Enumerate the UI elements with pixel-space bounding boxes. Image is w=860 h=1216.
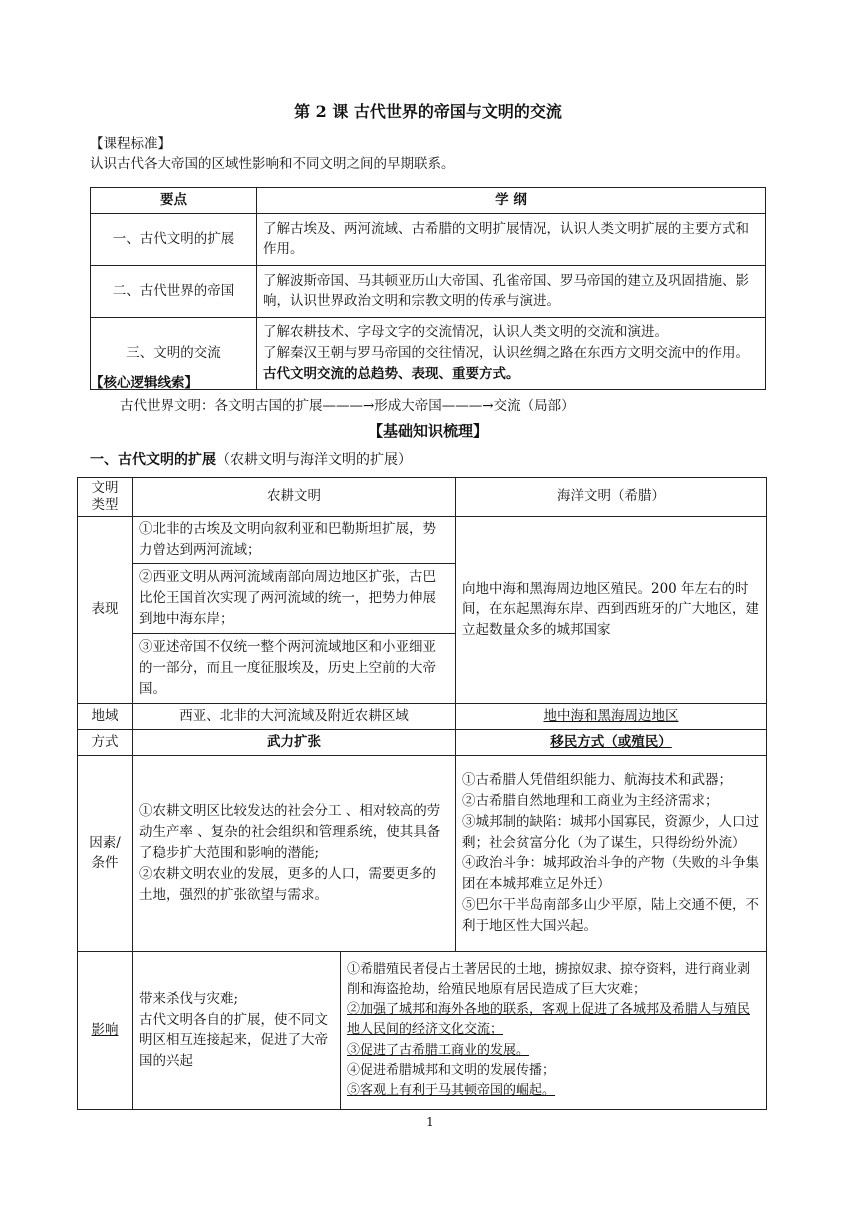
sea-region: 地中海和黑海周边地区 — [456, 704, 767, 730]
row-factor: 因素/ 条件 — [78, 755, 133, 951]
agri-show-item: ③亚述帝国不仅统一整个两河流域地区和小亚细亚的一部分，而且一度征服埃及，历史上空前的大帝国。 — [133, 633, 455, 703]
sea-factor-item: ①古希腊人凭借组织能力、航海技术和武器； — [462, 771, 732, 788]
outline-text — [263, 343, 759, 385]
outline-text: 了解波斯帝国、马其顿亚历山大帝国、孔雀帝国、罗马帝国的建立及巩固措施、影响，认识世界政治文明和宗教文明的传承与演进。 — [257, 265, 766, 317]
outline-text-part: 了解秦汉王朝与罗马帝国的交往情况，认识丝绸之路在东西方文明交流中的作用。 — [263, 344, 749, 361]
agri-show-item: ②西亚文明从两河流域南部向周边地区扩张，古巴比伦王国首次实现了两河流域的统一，把势力伸展到地中海东岸； — [133, 563, 455, 633]
outline-key: 一、古代文明的扩展 — [91, 213, 257, 265]
civilization-table — [77, 477, 767, 1110]
sea-show: 向地中海和黑海周边地区殖民。200 年左右的时间，在东起黑海东岸、西到西班牙的广大地区，建立起数量众多的城邦国家 — [456, 516, 767, 703]
col-type: 文明 类型 — [78, 478, 133, 517]
col-sea: 海洋文明（希腊） — [456, 478, 767, 517]
logic-line: 古代世界文明：各文明古国的扩展———→形成大帝国———→交流（局部） — [120, 398, 575, 414]
sea-factor-item: ③城邦制的缺陷：城邦小国寡民，资源少，人口过剩；社会贫富分化（为了谋生，只得纷纷外流） — [462, 813, 759, 851]
sea-factor-cell — [456, 755, 767, 951]
agri-impact-item: 古代文明各自的扩展，使不同文明区相互连接起来，促进了大帝国的兴起 — [139, 1011, 328, 1070]
sea-impact-item: ⑤客观上有利于马其顿帝国的崛起。 — [347, 1082, 556, 1098]
row-impact: 影响 — [78, 951, 133, 1109]
basics-heading: 【基础知识梳理】 — [367, 422, 488, 440]
agri-show-item: ①北非的古埃及文明向叙利亚和巴勒斯坦扩展，势力曾达到两河流域； — [133, 517, 455, 563]
row-show: 表现 — [78, 516, 133, 703]
outline-text-cell — [257, 317, 766, 389]
standard-heading: 【课程标准】 — [90, 136, 171, 152]
sea-impact-item: ③促进了古希腊工商业的发展。 — [347, 1042, 530, 1058]
outline-table — [90, 187, 766, 390]
agri-method: 武力扩张 — [133, 730, 456, 756]
outline-header-text: 学 纲 — [257, 188, 766, 214]
logic-heading: 【核心逻辑线索】 — [90, 375, 198, 391]
sea-factor-item: ②古希腊自然地理和工商业为主经济需求； — [462, 792, 719, 809]
outline-key: 三、文明的交流 — [91, 317, 257, 389]
agri-factor-item: ②农耕文明农业的发展，更多的人口，需要更多的土地，强烈的扩张欲望与需求。 — [139, 865, 436, 903]
agri-region: 西亚、北非的大河流域及附近农耕区域 — [133, 704, 456, 730]
sea-impact-item: ①希腊殖民者侵占土著居民的土地，掳掠奴隶、掠夺资料，进行商业剥削和海盗抢劫，给殖民地原有居民造成了巨大灾难； — [347, 961, 751, 998]
sea-impact-cell — [341, 951, 767, 1109]
outline-text: 了解古埃及、两河流域、古希腊的文明扩展情况，认识人类文明扩展的主要方式和作用。 — [257, 213, 766, 265]
agri-factor-item: ①农耕文明区比较发达的社会分工 、相对较高的劳动生产率 、复杂的社会组织和管理系统，使其具备了稳步扩大范围和影响的潜能; — [139, 803, 441, 861]
sea-impact-item: ④促进希腊城邦和文明的发展传播； — [347, 1062, 556, 1078]
agri-impact-item: 带来杀伐与灾难; — [139, 990, 239, 1007]
agri-impact-cell — [133, 951, 341, 1109]
sea-factor-item: ⑤巴尔干半岛南部多山少平原，陆上交通不便，不利于地区性大国兴起。 — [462, 897, 759, 935]
agri-show-cell — [133, 516, 456, 703]
sea-factor-item: ④政治斗争：城邦政治斗争的产物（失败的斗争集团在本城邦难立足外迁） — [462, 855, 759, 893]
sea-method: 移民方式（或殖民） — [456, 730, 767, 756]
col-agri: 农耕文明 — [133, 478, 456, 517]
outline-text-bold: 古代文明交流的总趋势、表现、重要方式。 — [263, 365, 520, 382]
section-title-sub: （农耕文明与海洋文明的扩展） — [216, 452, 412, 468]
outline-text: 了解农耕技术、字母文字的交流情况，认识人类文明的交流和演进。 — [263, 324, 668, 341]
section-title-main: 一、古代文明的扩展 — [90, 452, 216, 468]
standard-text: 认识古代各大帝国的区域性影响和不同文明之间的早期联系。 — [90, 156, 455, 172]
outline-header-key: 要点 — [91, 188, 257, 214]
row-region: 地域 — [78, 704, 133, 730]
lesson-title: 第 2 课 古代世界的帝国与文明的交流 — [294, 102, 562, 121]
page-number: 1 — [426, 1115, 434, 1129]
section-title — [90, 450, 412, 472]
sea-impact-item: ②加强了城邦和海外各地的联系，客观上促进了各城邦及希腊人与殖民地人民间的经济文化交流； — [347, 1002, 751, 1038]
agri-factor-cell — [133, 755, 456, 951]
row-method: 方式 — [78, 730, 133, 756]
outline-key: 二、古代世界的帝国 — [91, 265, 257, 317]
